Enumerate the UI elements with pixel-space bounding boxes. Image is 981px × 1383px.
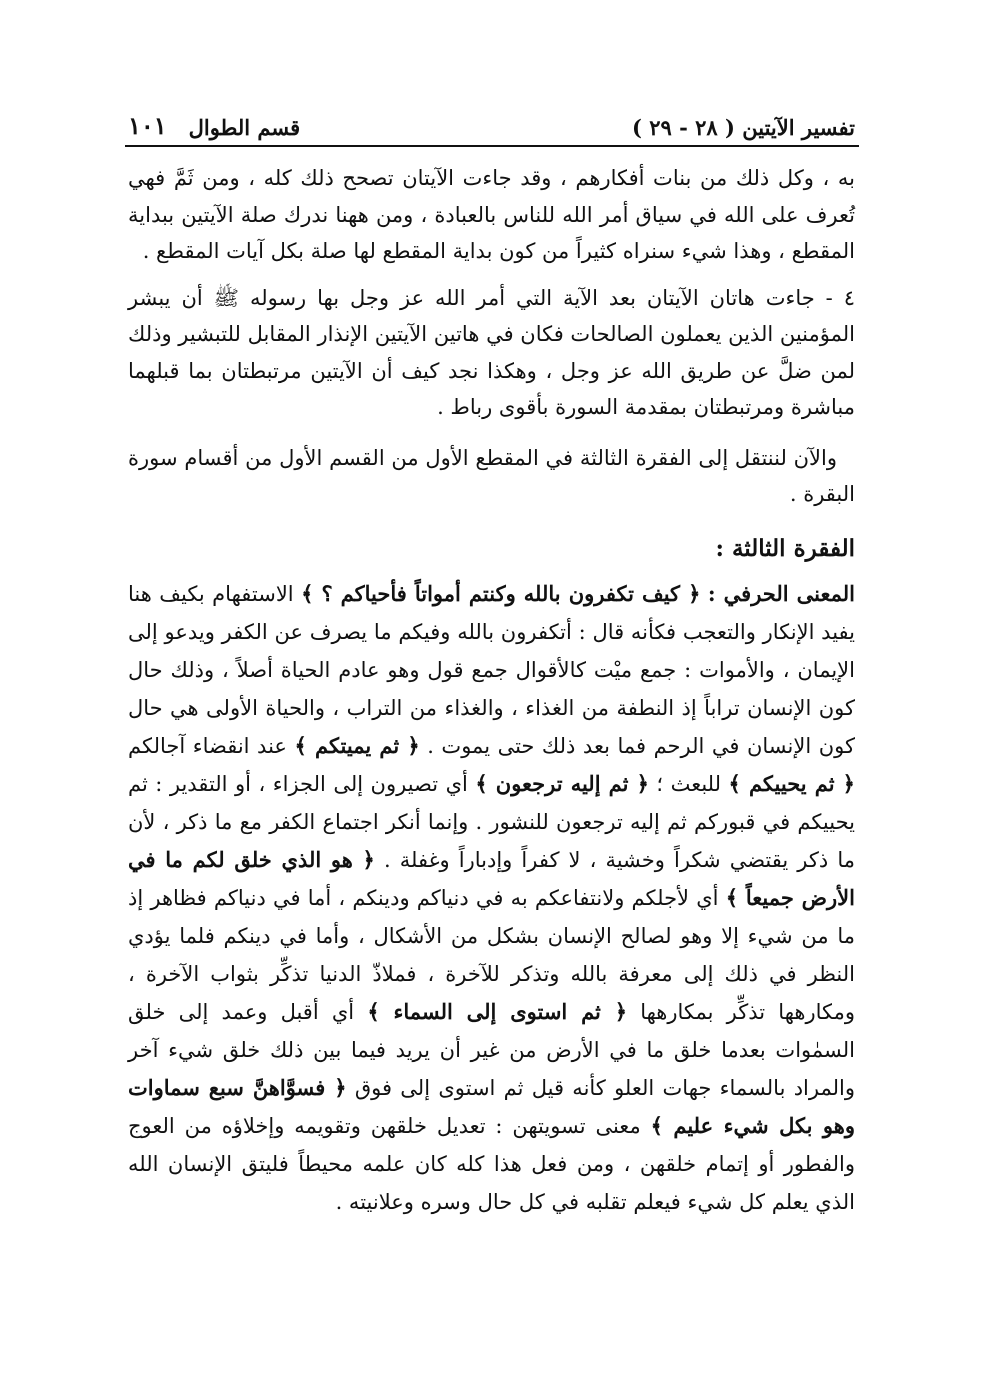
page-body (128, 160, 855, 1221)
commentary-5: أي لأجلكم ولانتفاعكم به في دنياكم ودينكم ، أما في دنياكم فظاهر إذ ما من شيء إلا وهو لصالح الإنسان بشكل من الأشكال ، وأما في دينكم فلما يؤدي النظر في ذلك إلى معرفة بالله وتذكر للآخرة ، فملاذّ الدنيا تذكِّر بثواب الآخرة ، ومكارهها تذكِّر بمكارهها (128, 885, 855, 1024)
commentary-6: أي أقبل وعمد إلى خلق السمٰوات بعدما خلق ما في الأرض من غير أن يريد فيما بين ذلك خلق شيء آخر والمراد بالسماء جهات العلو كأنه قيل ثم استوى إلى فوق (128, 999, 855, 1100)
paragraph-3: والآن لننتقل إلى الفقرة الثالثة في المقطع الأول من القسم الأول من أقسام سورة البقرة . (128, 445, 855, 506)
verse-quote-7: ﴿ فسوَّاهنَّ سبع سماوات وهو بكل شيء عليم ﴾ (128, 1074, 855, 1138)
commentary-1: الاستفهام بكيف هنا يفيد الإنكار والتعجب فكأنه قال : أتكفرون بالله وفيكم ما يصرف عن الكفر ويدعو إلى الإيمان ، والأموات : جمع ميْت كالأقوال جمع قول وهو عادم الحياة أصلاً ، وذلك حال كون الإنسان تراباً إذ النطفة من الغذاء ، والغذاء من التراب ، والحياة الأولى هي حال كون الإنسان في الرحم فما بعد ذلك حتى يموت . (128, 581, 855, 758)
verse-quote-2: ﴿ ثم يميتكم ﴾ (294, 732, 420, 758)
paragraph-1: به ، وكل ذلك من بنات أفكارهم ، وقد جاءت الآيتان تصحح ذلك كله ، ومن ثَمَّ فهي تُعرف على الله في سياق أمر الله للناس بالعبادة ، ومن ههنا ندرك صلة الآيتين ببداية المقطع ، وهذا شيء سنراه كثيراً من كون بداية المقطع لها صلة بكل آيات المقطع . (128, 166, 855, 263)
literal-meaning-label: المعنى الحرفي : (707, 580, 856, 606)
verse-quote-4: ﴿ ثم إليه ترجعون ﴾ (475, 770, 649, 796)
verse-quote-1: ﴿ كيف تكفرون بالله وكنتم أمواتاً فأحياكم ؟ ﴾ (301, 580, 701, 606)
commentary-4: أي تصيرون إلى الجزاء ، أو التقدير : ثم يحييكم في قبوركم ثم إليه ترجعون للنشور . وإنما أنكر اجتماع الكفر مع ما ذكر ، لأن ما ذكر يقتضي شكراً وخشية ، لا كفراً وإدباراً وغفلة . (128, 771, 855, 872)
header-rule (125, 145, 859, 147)
page-number: ١٠١ (128, 111, 167, 140)
page-header (128, 100, 855, 140)
commentary-7: معنى تسويتهن : تعديل خلقهن وتقويمه وإخلاؤه من العوج والفطور أو إتمام خلقهن ، ومن فعل هذا كله كان علمه محيطاً فليتق الإنسان الله الذي يعلم كل شيء فيعلم تقلبه في كل حال وسره وعلانيته . (128, 1113, 855, 1214)
header-title: تفسير الآيتين ( ٢٨ - ٢٩ ) (631, 115, 855, 140)
verse-quote-3: ﴿ ثم يحييكم ﴾ (728, 770, 855, 796)
header-section: قسم الطوال (188, 115, 301, 140)
verse-quote-6: ﴿ ثم استوى إلى السماء ﴾ (367, 998, 628, 1024)
verse-quote-5: ﴿ هو الذي خلق لكم ما في الأرض جميعاً ﴾ (128, 846, 855, 910)
paragraph-literal-meaning (128, 575, 855, 1221)
commentary-2: عند انقضاء آجالكم (128, 733, 287, 758)
commentary-3: للبعث ؛ (656, 771, 722, 796)
section-heading: الفقرة الثالثة : (715, 534, 855, 562)
paragraph-2: ٤ - جاءت هاتان الآيتان بعد الآية التي أمر الله عز وجل بها رسوله ﷺ أن يبشر المؤمنين الذين يعملون الصالحات فكان في هاتين الآيتين الإنذار المقابل للتبشير وذلك لمن ضلَّ عن طريق الله عز وجل ، وهكذا نجد كيف أن الآيتين مرتبطتان بما قبلهما مباشرة ومرتبطتان بمقدمة السورة بأقوى رباط . (128, 285, 855, 419)
